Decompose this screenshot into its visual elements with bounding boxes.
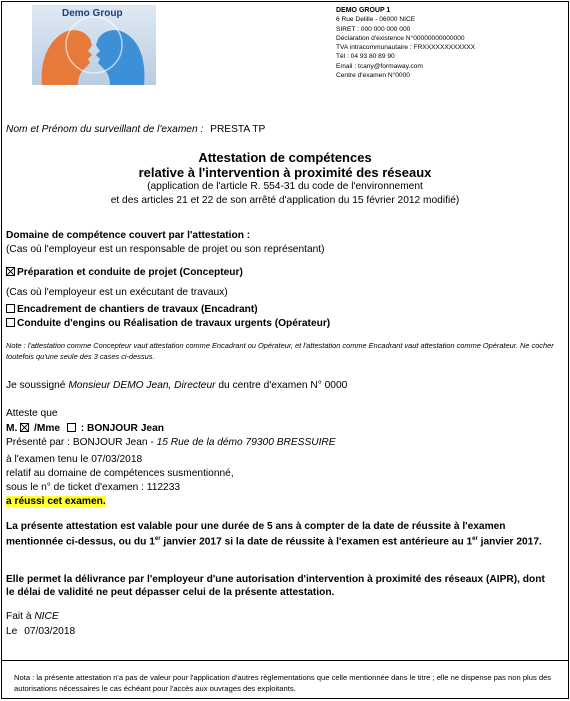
presented-label: Présenté par : BONJOUR Jean - [6, 437, 154, 448]
signature-place [6, 611, 59, 622]
exam-result-highlight: a réussi cet examen. [6, 496, 106, 507]
option-encadrant-label: Encadrement de chantiers de travaux (Encadrant) [17, 304, 258, 315]
encadrant-checkbox[interactable] [6, 304, 15, 313]
logo-text: Demo Group [62, 8, 123, 19]
document-title: Attestation de compétences [198, 150, 372, 165]
domain-note: Note : l'attestation comme Concepteur vaut attestation comme Encadrant ou Opérateur, et l'attestation comme Encadrant vaut attestation comme Opérateur. Ne cocher toutefois qu'une seule des 3 cases ci-dessus. [6, 341, 554, 361]
validity-sup-2: er [472, 536, 478, 542]
company-line: Tél : 04 93 80 89 90 [336, 53, 395, 61]
presented-address: 15 Rue de la démo 79300 BRESSUIRE [156, 437, 336, 448]
legal-reference-2: et des articles 21 et 22 de son arrêté d'application du 15 février 2012 modifié) [110, 195, 460, 206]
mme-checkbox[interactable] [67, 423, 76, 432]
company-name: DEMO GROUP 1 [336, 7, 391, 14]
validity-sup-1: er [154, 536, 161, 542]
footer-divider [2, 660, 568, 661]
company-line: Email : tcany@formaway.com [336, 62, 423, 70]
candidate-line [6, 423, 164, 434]
company-info [336, 6, 475, 80]
domain-case-2: (Cas où l'employeur est un exécutant de travaux) [6, 287, 228, 298]
supervisor-name: PRESTA TP [210, 124, 266, 135]
signatory-name: Monsieur DEMO Jean, Directeur [68, 380, 216, 391]
document-subtitle: relative à l'intervention à proximité des réseaux [138, 165, 432, 180]
signatory-suffix: du centre d'examen N° 0000 [218, 380, 348, 391]
domain-case-1: (Cas où l'employeur est un responsable de projet ou son représentant) [6, 244, 325, 255]
option-concepteur-label: Préparation et conduite de projet (Concepteur) [17, 267, 243, 278]
exam-result [6, 496, 106, 507]
validity-text-c: janvier 2017. [477, 536, 542, 548]
option-concepteur [6, 267, 243, 278]
exam-date: à l'examen tenu le 07/03/2018 [6, 454, 143, 465]
company-logo [32, 5, 156, 85]
option-operateur [6, 318, 330, 329]
concepteur-checkbox[interactable] [6, 267, 15, 276]
company-line: 6 Rue Delille - 06000 NICE [336, 16, 416, 24]
option-encadrant [6, 304, 258, 315]
supervisor-line [6, 124, 265, 135]
footer-note: Nota : la présente attestation n'a pas de valeur pour l'application d'autres réglementations que celle mentionnée dans le titre ; elle ne dispense pas non plus des autorisations nécessaires le cas échéant pour l'accès aux ouvrages des exploitants. [14, 673, 552, 693]
signature-date [6, 626, 75, 637]
supervisor-label: Nom et Prénom du surveillant de l'examen : [6, 124, 204, 135]
legal-reference-1: (application de l'article R. 554-31 du code de l'environnement [147, 181, 423, 192]
mr-label: M. [6, 423, 18, 434]
place-label: Fait à [6, 611, 32, 622]
attestation-page [1, 1, 569, 699]
date-label: Le [6, 626, 18, 637]
company-line: Déclaration d'existence N°00000000000000 [336, 34, 465, 42]
aipr-paragraph: Elle permet la délivrance par l'employeur d'une autorisation d'intervention à proximité des réseaux (AIPR), dont le délai de validité ne peut dépasser celui de la présente attestation. [6, 574, 545, 598]
option-operateur-label: Conduite d'engins ou Réalisation de travaux urgents (Opérateur) [17, 318, 331, 329]
signatory-prefix: Je soussigné [6, 380, 66, 391]
atteste-label: Atteste que [6, 408, 58, 419]
validity-text-a: La présente attestation est valable pour une durée de 5 ans à compter de la date de réussite à l'examen mentionnée ci-dessus, ou du 1 [6, 521, 506, 548]
mr-checkbox[interactable] [20, 423, 29, 432]
domain-heading: Domaine de compétence couvert par l'attestation : [6, 230, 251, 241]
date-value: 07/03/2018 [24, 626, 76, 637]
validity-paragraph [6, 520, 556, 548]
operateur-checkbox[interactable] [6, 318, 15, 327]
company-line: SIRET : 000 000 000 000 [336, 25, 411, 33]
company-line: Centre d'examen N°0000 [336, 72, 410, 80]
domain-reference: relatif au domaine de compétences susmentionné, [6, 468, 234, 479]
place-value: NICE [34, 611, 59, 622]
candidate-name: : BONJOUR Jean [80, 423, 164, 434]
company-line: TVA intracommunautaire : FRXXXXXXXXXXXX [336, 44, 476, 52]
validity-text-b: janvier 2017 si la date de réussite à l'examen est antérieure au 1 [160, 536, 473, 548]
presented-line [6, 437, 336, 448]
ticket-number: sous le n° de ticket d'examen : 112233 [6, 482, 181, 493]
mme-label: /Mme [34, 423, 61, 434]
signatory-line [6, 380, 347, 391]
